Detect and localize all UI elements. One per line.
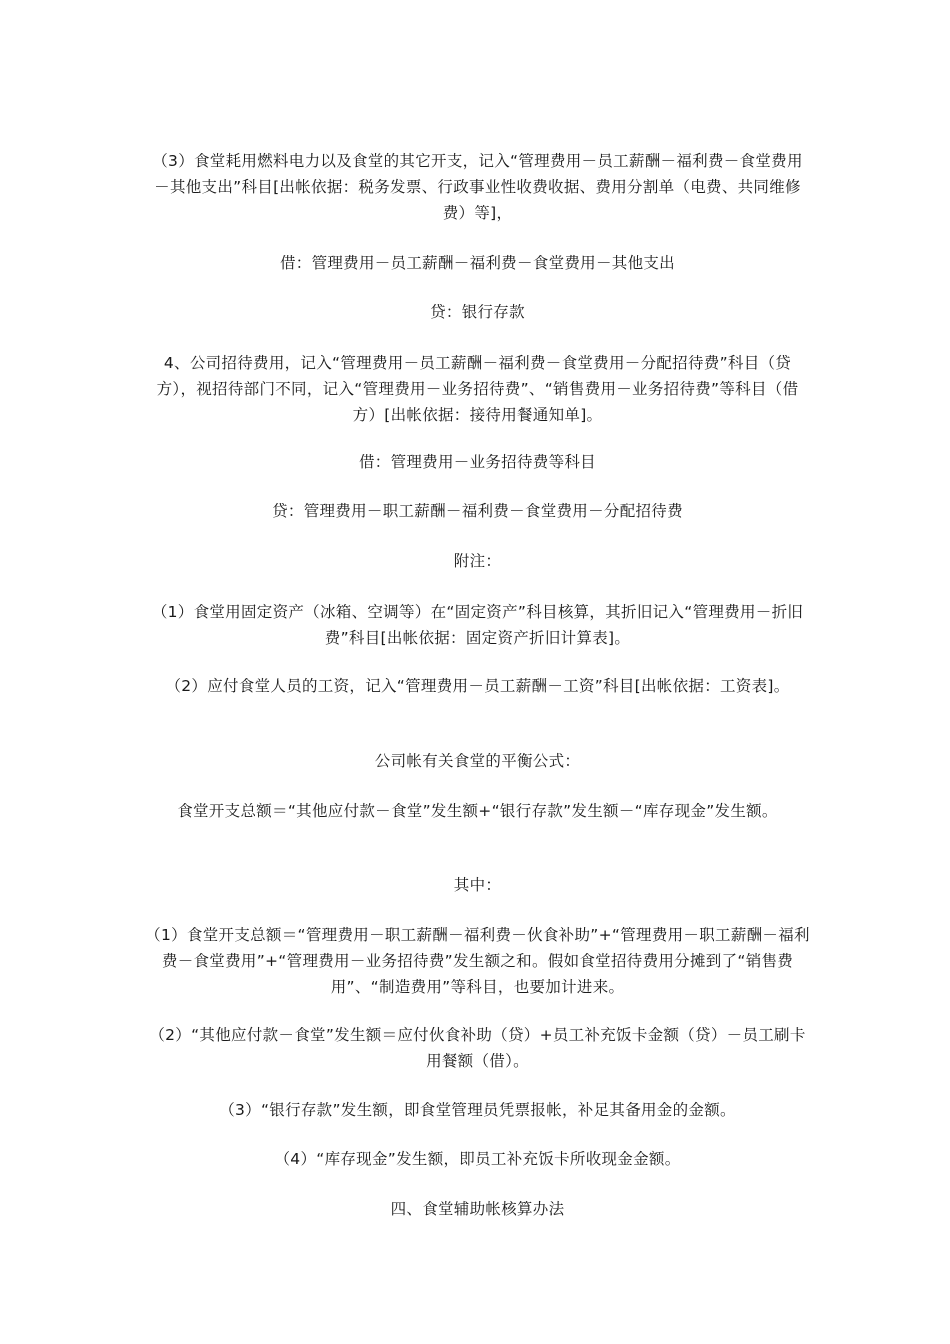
paragraph-fuel-expenses: （3）食堂耗用燃料电力以及食堂的其它开支，记入“管理费用－员工薪酬－福利费－食堂费用－其他支出”科目[出帐依据：税务发票、行政事业性收费收据、费用分割单（电费、共同维修费）等]， (152, 152, 803, 222)
item-cash-on-hand: （4）“库存现金”发生额，即员工补充饭卡所收现金金额。 (274, 1150, 681, 1168)
heading-balance-formula: 公司帐有关食堂的平衡公式： (374, 752, 581, 770)
heading-notes: 附注： (453, 552, 502, 570)
section-heading-auxiliary-accounts: 四、食堂辅助帐核算办法 (390, 1200, 565, 1218)
entry-credit-bank-deposit: 贷：银行存款 (430, 303, 525, 321)
item-other-payables: （2）“其他应付款－食堂”发生额＝应付伙食补助（贷）+员工补充饭卡金额（贷）－员工刷卡用餐额（借）。 (149, 1026, 806, 1070)
item-total-expenses-definition: （1）食堂开支总额＝“管理费用－职工薪酬－福利费－伙食补助”+“管理费用－职工薪酬－福利费－食堂费用”+“管理费用－业务招待费”发生额之和。假如食堂招待费用分摊到了“销售费用”、“制造费用”等科目，也要加计进来。 (145, 926, 810, 996)
note-fixed-assets: （1）食堂用固定资产（冰箱、空调等）在“固定资产”科目核算，其折旧记入“管理费用－折旧费”科目[出帐依据：固定资产折旧计算表]。 (151, 603, 804, 647)
entry-credit-allocated-entertainment: 贷：管理费用－职工薪酬－福利费－食堂费用－分配招待费 (272, 502, 683, 520)
entry-debit-entertainment: 借：管理费用－业务招待费等科目 (358, 453, 596, 471)
item-bank-deposit: （3）“银行存款”发生额，即食堂管理员凭票报帐，补足其备用金的金额。 (219, 1101, 736, 1119)
paragraph-entertainment-expenses: 4、公司招待费用，记入“管理费用－员工薪酬－福利费－食堂费用－分配招待费”科目（贷方），视招待部门不同，记入“管理费用－业务招待费”、“销售费用－业务招待费”等科目（借方）[出帐依据：接待用餐通知单]。 (156, 354, 799, 424)
entry-debit-other-expenses: 借：管理费用－员工薪酬－福利费－食堂费用－其他支出 (279, 254, 675, 272)
formula-total-expenses: 食堂开支总额＝“其他应付款－食堂”发生额+“银行存款”发生额－“库存现金”发生额。 (177, 802, 778, 820)
note-staff-wages: （2）应付食堂人员的工资，记入“管理费用－员工薪酬－工资”科目[出帐依据：工资表]。 (165, 677, 790, 695)
heading-among-them: 其中： (453, 876, 502, 894)
